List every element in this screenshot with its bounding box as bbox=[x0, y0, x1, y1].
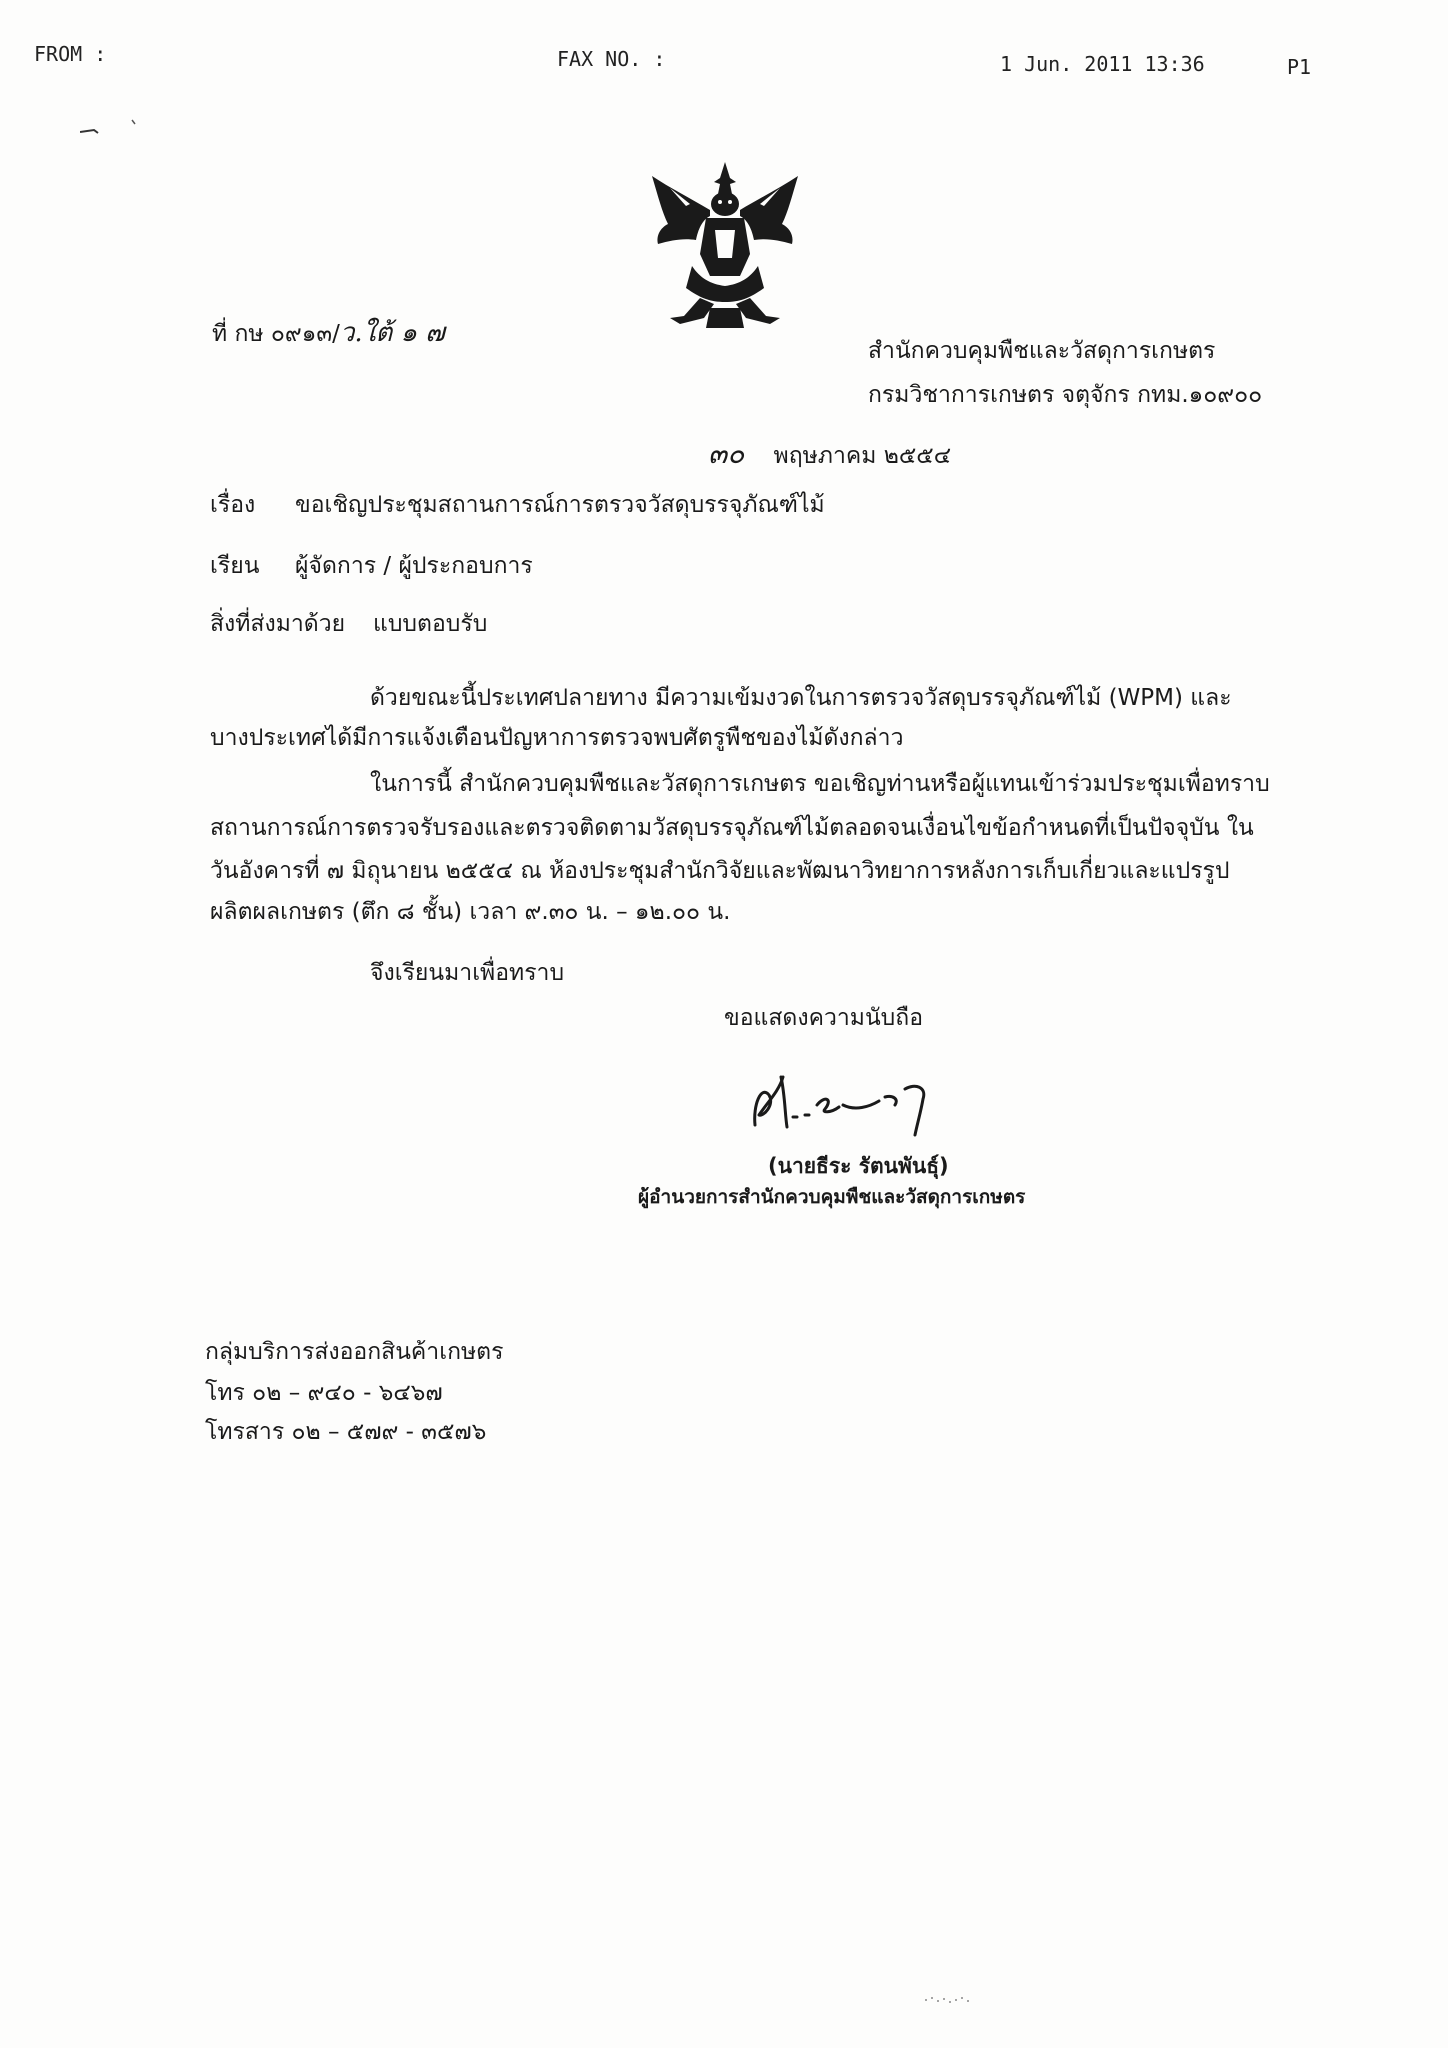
addressee-text: ผู้จัดการ / ผู้ประกอบการ bbox=[295, 553, 533, 579]
contact-fax: โทรสาร ๐๒ – ๕๗๙ - ๓๕๗๖ bbox=[205, 1419, 487, 1445]
enclosure-text: แบบตอบรับ bbox=[373, 611, 488, 637]
contact-phone: โทร ๐๒ – ๙๔๐ - ๖๔๖๗ bbox=[205, 1380, 443, 1406]
signer-name: (นายธีระ รัตนพันธุ์) bbox=[768, 1154, 949, 1178]
paragraph-2-line-3: วันอังคารที่ ๗ มิถุนายน ๒๕๕๔ ณ ห้องประชุมสำนักวิจัยและพัฒนาวิทยาการหลังการเก็บเกี่ยวและแปรรูป bbox=[210, 858, 1230, 884]
reference-printed: ที่ กษ ๐๙๑๓/ bbox=[212, 321, 340, 347]
reference-number bbox=[212, 312, 445, 353]
paragraph-1-line-2: บางประเทศได้มีการแจ้งเตือนปัญหาการตรวจพบศัตรูพืชของไม้ดังกล่าว bbox=[210, 725, 904, 751]
closing-line: จึงเรียนมาเพื่อทราบ bbox=[370, 960, 565, 986]
scan-noise bbox=[920, 1990, 980, 2010]
office-address: กรมวิชาการเกษตร จตุจักร กทม.๑๐๙๐๐ bbox=[868, 382, 1263, 408]
addressee-row bbox=[210, 548, 533, 584]
reference-handwritten: ว.ใต้ ๑ ๗ bbox=[339, 318, 445, 348]
salutation: ขอแสดงความนับถือ bbox=[724, 1005, 924, 1031]
enclosure-label: สิ่งที่ส่งมาด้วย bbox=[210, 611, 346, 637]
date-day-handwritten: ๓๐ bbox=[708, 437, 745, 470]
contact-group: กลุ่มบริการส่งออกสินค้าเกษตร bbox=[205, 1339, 504, 1365]
paragraph-2-line-4: ผลิตผลเกษตร (ตึก ๘ ชั้น) เวลา ๙.๓๐ น. – ๑๒.๐๐ น. bbox=[210, 899, 731, 925]
paragraph-2-line-1: ในการนี้ สำนักควบคุมพืชและวัสดุการเกษตร ขอเชิญท่านหรือผู้แทนเข้าร่วมประชุมเพื่อทราบ bbox=[370, 771, 1270, 797]
subject-text: ขอเชิญประชุมสถานการณ์การตรวจวัสดุบรรจุภัณฑ์ไม้ bbox=[295, 492, 825, 518]
fax-from-label: FROM : bbox=[34, 42, 107, 66]
handwritten-signature bbox=[745, 1055, 975, 1145]
garuda-emblem-icon bbox=[640, 158, 810, 338]
paragraph-2-line-2: สถานการณ์การตรวจรับรองและตรวจติดตามวัสดุบรรจุภัณฑ์ไม้ตลอดจนเงื่อนไขข้อกำหนดที่เป็นปัจจุบัน ใน bbox=[210, 815, 1254, 841]
subject-label: เรื่อง bbox=[210, 492, 256, 518]
addressee-label: เรียน bbox=[210, 553, 260, 579]
subject-row bbox=[210, 487, 825, 523]
paragraph-1-line-1: ด้วยขณะนี้ประเทศปลายทาง มีความเข้มงวดในการตรวจวัสดุบรรจุภัณฑ์ไม้ (WPM) และ bbox=[370, 685, 1232, 711]
date-month-year: พฤษภาคม ๒๕๕๔ bbox=[773, 443, 952, 469]
signer-title: ผู้อำนวยการสำนักควบคุมพืชและวัสดุการเกษตร bbox=[638, 1186, 1026, 1208]
fax-number-label: FAX NO. : bbox=[557, 47, 666, 71]
scan-smudge bbox=[80, 118, 140, 138]
office-name: สำนักควบคุมพืชและวัสดุการเกษตร bbox=[868, 338, 1216, 364]
fax-page-number: P1 bbox=[1287, 55, 1312, 79]
fax-datetime: 1 Jun. 2011 13:36 bbox=[1000, 52, 1205, 76]
enclosure-row bbox=[210, 606, 487, 642]
letter-date bbox=[708, 432, 951, 476]
